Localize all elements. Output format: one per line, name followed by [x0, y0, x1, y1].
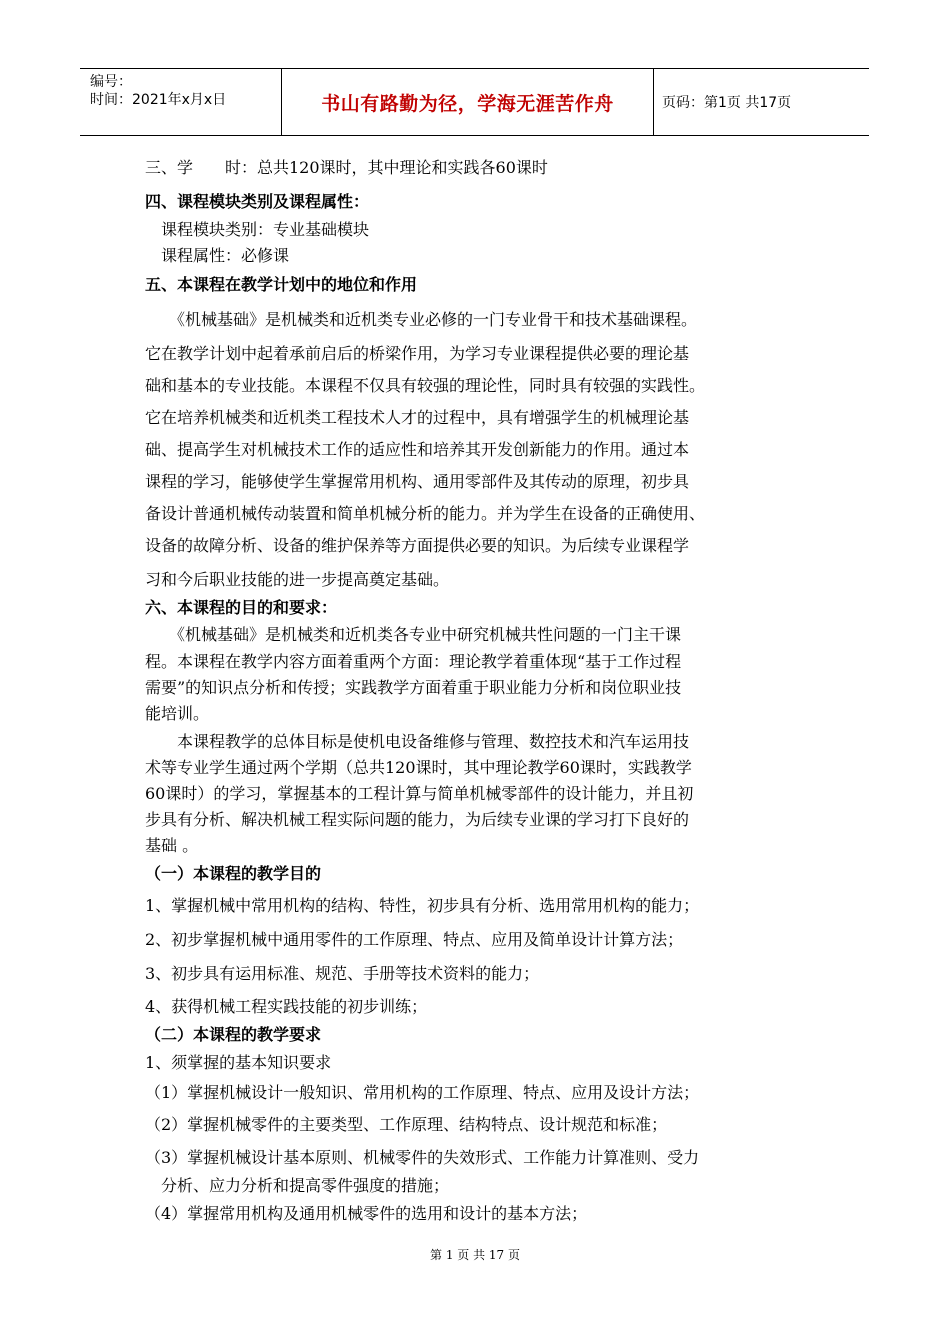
body-text-line: 3、初步具有运用标准、规范、手册等技术资料的能力；	[145, 964, 540, 983]
body-text-line: 需要”的知识点分析和传授；实践教学方面着重于职业能力分析和岗位职业技	[145, 678, 682, 697]
body-text-line: 1、掌握机械中常用机构的结构、特性，初步具有分析、选用常用机构的能力；	[145, 896, 700, 915]
body-text-line: 分析、应力分析和提高零件强度的措施；	[145, 1176, 450, 1195]
body-text-line: 步具有分析、解决机械工程实际问题的能力，为后续专业课的学习打下良好的	[145, 810, 690, 829]
body-text-line: 础、提高学生对机械技术工作的适应性和培养其开发创新能力的作用。通过本	[145, 440, 690, 459]
body-text-line: 课程属性：必修课	[145, 246, 290, 265]
header-time-label: 时间：2021年x月x日	[90, 92, 227, 108]
page-header	[80, 68, 869, 136]
body-text-line: 1、须掌握的基本知识要求	[145, 1053, 332, 1072]
body-text-line: 程。本课程在教学内容方面着重两个方面：理论教学着重体现“基于工作过程	[145, 652, 682, 671]
body-text-line: （2）掌握机械零件的主要类型、工作原理、结构特点、设计规范和标准；	[145, 1115, 668, 1134]
body-text-line: 设备的故障分析、设备的维护保养等方面提供必要的知识。为后续专业课程学	[145, 536, 690, 555]
header-motto: 书山有路勤为径，学海无涯苦作舟	[281, 69, 654, 135]
body-text-line: 础和基本的专业技能。本课程不仅具有较强的理论性，同时具有较强的实践性。	[145, 376, 706, 395]
header-page-info: 页码：第1页 共17页	[662, 95, 792, 111]
section-heading: 六、本课程的目的和要求：	[145, 598, 338, 617]
body-text-line: 它在教学计划中起着承前启后的桥梁作用，为学习专业课程提供必要的理论基	[145, 344, 690, 363]
page-footer: 第 1 页 共 17 页	[430, 1248, 520, 1262]
body-text-line: 课程的学习，能够使学生掌握常用机构、通用零部件及其传动的原理，初步具	[145, 472, 690, 491]
body-text-line: 4、获得机械工程实践技能的初步训练；	[145, 997, 428, 1016]
body-text-line: 60课时）的学习，掌握基本的工程计算与简单机械零部件的设计能力，并且初	[145, 784, 694, 803]
body-text-line: 《机械基础》是机械类和近机类各专业中研究机械共性问题的一门主干课	[145, 625, 682, 644]
body-text-line: 课程模块类别：专业基础模块	[145, 220, 370, 239]
body-text-line: 能培训。	[145, 704, 210, 723]
body-text-line: 2、初步掌握机械中通用零件的工作原理、特点、应用及简单设计计算方法；	[145, 930, 684, 949]
body-text-line: 它在培养机械类和近机类工程技术人才的过程中，具有增强学生的机械理论基	[145, 408, 690, 427]
header-number-label: 编号：	[90, 74, 132, 90]
body-text-line: 本课程教学的总体目标是使机电设备维修与管理、数控技术和汽车运用技	[145, 732, 690, 751]
body-text-line: 基础 。	[145, 836, 199, 855]
section-heading: 四、课程模块类别及课程属性：	[145, 192, 370, 211]
body-text-line: （1）掌握机械设计一般知识、常用机构的工作原理、特点、应用及设计方法；	[145, 1083, 700, 1102]
header-meta	[80, 69, 281, 135]
body-text-line: 备设计普通机械传动装置和简单机械分析的能力。并为学生在设备的正确使用、	[145, 504, 706, 523]
body-text-line: （4）掌握常用机构及通用机械零件的选用和设计的基本方法；	[145, 1204, 588, 1223]
body-text-line: 术等专业学生通过两个学期（总共120课时，其中理论教学60课时，实践教学	[145, 758, 692, 777]
section-heading: （二）本课程的教学要求	[145, 1025, 322, 1044]
section-heading: （一）本课程的教学目的	[145, 864, 322, 883]
body-text-line: （3）掌握机械设计基本原则、机械零件的失效形式、工作能力计算准则、受力	[145, 1148, 700, 1167]
body-text-line: 《机械基础》是机械类和近机类专业必修的一门专业骨干和技术基础课程。	[145, 310, 698, 329]
section-heading: 五、本课程在教学计划中的地位和作用	[145, 275, 418, 294]
body-text-line: 习和今后职业技能的进一步提高奠定基础。	[145, 570, 450, 589]
body-text-line: 三、学 时：总共120课时，其中理论和实践各60课时	[145, 158, 548, 177]
